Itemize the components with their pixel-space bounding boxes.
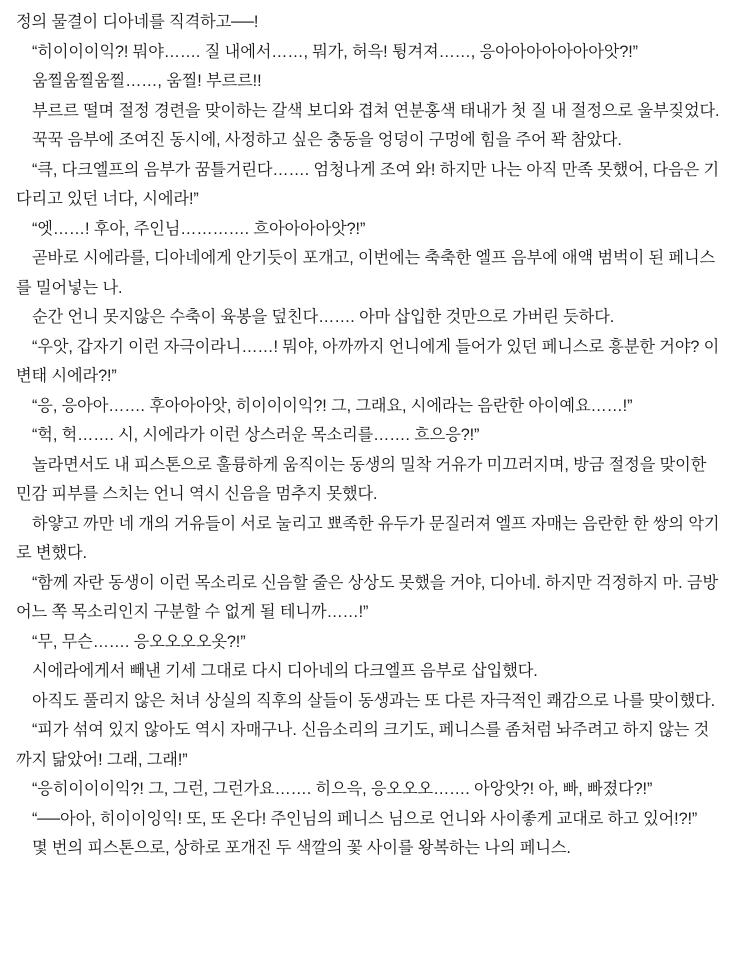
paragraph: 시에라에게서 빼낸 기세 그대로 다시 디아네의 다크엘프 음부로 삽입했다. xyxy=(32,662,538,680)
paragraph: “응, 응아아……. 후아아아앗, 히이이이익?! 그, 그래요, 시에라는 음란한 아이예요……!” xyxy=(32,396,633,415)
paragraph: 순간 언니 못지않은 수축이 육봉을 덮친다……. 아마 삽입한 것만으로 가버린 듯하다. xyxy=(32,308,615,326)
paragraph: “엣……! 후아, 주인님…………. 흐아아아아앗?!” xyxy=(32,219,366,238)
paragraph: 몇 번의 피스톤으로, 상하로 포개진 두 색깔의 꽃 사이를 왕복하는 나의 페니스. xyxy=(32,839,571,857)
paragraph: “피가 섞여 있지 않아도 역시 자매구나. 신음소리의 크기도, 페니스를 좀처럼 놔주려고 하지 않는 것까지 닮았어! 그래, 그래!” xyxy=(16,721,710,769)
paragraph: “──아아, 히이이잉익! 또, 또 온다! 주인님의 페니스 님으로 언니와 사이좋게 교대로 하고 있어!?!” xyxy=(32,809,698,828)
paragraph: 움찔움찔움찔……, 움찔! 부르르!! xyxy=(32,72,262,90)
paragraph: “우앗, 갑자기 이런 자극이라니……! 뭐야, 아까까지 언니에게 들어가 있던 페니스로 흥분한 거야? 이 변태 시에라?!” xyxy=(16,337,724,385)
paragraph: “큭, 다크엘프의 음부가 꿈틀거린다……. 엄청나게 조여 와! 하지만 나는 아직 만족 못했어, 다음은 기다리고 있던 너다, 시에라!” xyxy=(16,160,720,208)
paragraph: 정의 물결이 디아네를 직격하고──! xyxy=(16,13,259,31)
paragraph: “히이이이익?! 뭐야……. 질 내에서……, 뭐가, 허윽! 튕겨져……, 응아아아아아아아앗?!” xyxy=(32,42,638,61)
paragraph: 놀라면서도 내 피스톤으로 훌륭하게 움직이는 동생의 밀착 거유가 미끄러지며, 방금 절정을 맞이한 민감 피부를 스치는 언니 역시 신음을 멈추지 못했다. xyxy=(16,455,711,503)
document-body xyxy=(16,8,722,864)
paragraph: 곧바로 시에라를, 디아네에게 안기듯이 포개고, 이번에는 축축한 엘프 음부에 애액 범벅이 된 페니스를 밀어넣는 나. xyxy=(16,249,716,297)
paragraph: “무, 무슨……. 응오오오오옷?!” xyxy=(32,632,246,651)
paragraph: “응히이이이익?! 그, 그런, 그런가요……. 히으윽, 응오오오……. 아앙앗?! 아, 빠, 빠졌다?!” xyxy=(32,780,653,798)
paragraph: 부르르 떨며 절정 경련을 맞이하는 갈색 보디와 겹쳐 연분홍색 태내가 첫 질 내 절정으로 울부짖었다. xyxy=(32,101,720,120)
paragraph: “함께 자란 동생이 이런 목소리로 신음할 줄은 상상도 못했을 거야, 디아네. 하지만 걱정하지 마. 금방 어느 쪽 목소리인지 구분할 수 없게 될 테니까……!” xyxy=(16,573,723,621)
paragraph: 하얗고 까만 네 개의 거유들이 서로 눌리고 뾰족한 유두가 문질러져 엘프 자매는 음란한 한 쌍의 악기로 변했다. xyxy=(16,514,720,562)
paragraph: 아직도 풀리지 않은 처녀 상실의 직후의 살들이 동생과는 또 다른 자극적인 쾌감으로 나를 맞이했다. xyxy=(32,691,716,710)
paragraph: 꾹꾹 음부에 조여진 동시에, 사정하고 싶은 충동을 엉덩이 구멍에 힘을 주어 꽉 참았다. xyxy=(32,131,622,149)
paragraph: “헉, 헉……. 시, 시에라가 이런 상스러운 목소리를……. 흐으응?!” xyxy=(32,426,480,444)
